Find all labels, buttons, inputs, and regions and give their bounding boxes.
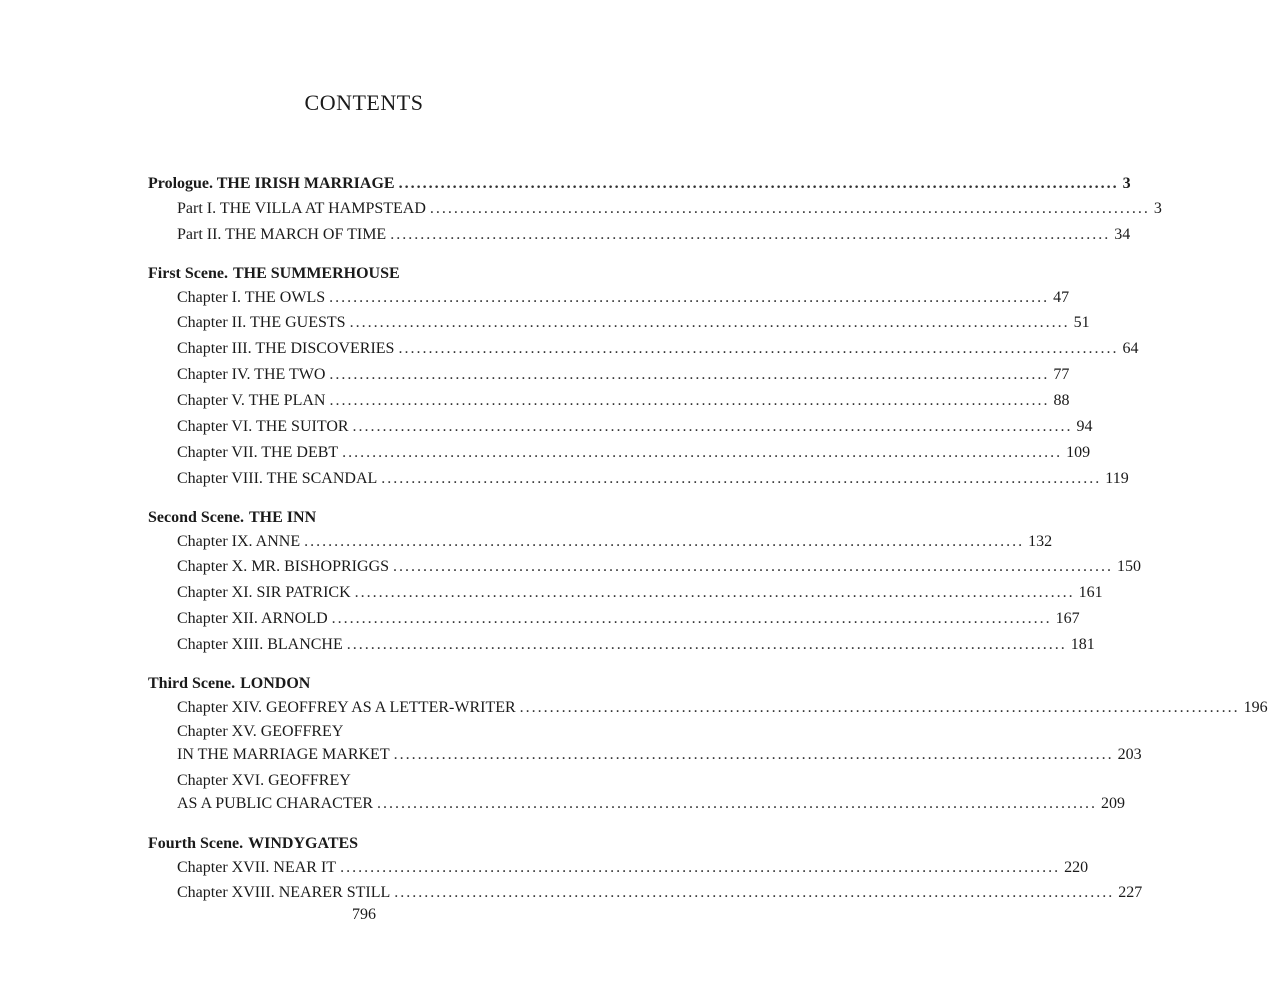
leader-dots: ........................................................................................................................ <box>393 746 1114 763</box>
toc-entry[interactable] <box>148 440 1091 466</box>
toc-entry[interactable] <box>148 696 1268 720</box>
leader-dots: ........................................................................................................................ <box>381 470 1102 487</box>
section-title: WINDYGATES <box>248 835 359 852</box>
toc-entry[interactable] <box>148 530 1053 554</box>
toc-entry[interactable] <box>148 196 1162 222</box>
toc-entry[interactable] <box>148 388 1070 414</box>
entry-label: Chapter XVII. NEAR IT <box>177 859 337 876</box>
toc-entry[interactable] <box>148 880 1143 906</box>
leader-dots: ........................................................................................................................ <box>340 859 1061 876</box>
entry-label: Chapter II. THE GUESTS <box>177 314 346 331</box>
section-title: THE INN <box>249 509 317 526</box>
toc-entry[interactable] <box>148 769 1126 818</box>
page-number-footer: 796 <box>352 906 376 923</box>
page-number: 94 <box>1076 418 1093 435</box>
entry-label: Chapter VII. THE DEBT <box>177 444 339 461</box>
page-number: 47 <box>1053 289 1070 306</box>
entry-label: Part II. THE MARCH OF TIME <box>177 226 387 243</box>
section-fourth-scene <box>148 832 1143 906</box>
section-title: LONDON <box>240 675 311 692</box>
section-lead: First Scene. <box>148 265 228 282</box>
toc-entry[interactable] <box>148 632 1095 658</box>
leader-dots: ........................................................................................................................ <box>519 699 1240 716</box>
entry-label: Chapter X. MR. BISHOPRIGGS <box>177 558 390 575</box>
section-heading <box>148 832 595 856</box>
leader-dots: ........................................................................................................................ <box>346 636 1067 653</box>
leader-dots: ........................................................................................................................ <box>398 340 1119 357</box>
toc-entry[interactable] <box>148 720 1142 769</box>
page-number: 150 <box>1117 558 1142 575</box>
entry-label: Chapter VIII. THE SCANDAL <box>177 470 378 487</box>
section-second-scene <box>148 506 1142 658</box>
toc-entry[interactable] <box>148 606 1080 632</box>
leader-dots: ........................................................................................................................ <box>390 226 1111 243</box>
section-lead: Second Scene. <box>148 509 244 526</box>
entry-label: THE IRISH MARRIAGE <box>216 175 395 192</box>
leader-dots: ........................................................................................................................ <box>304 533 1025 550</box>
page-number: 132 <box>1028 533 1053 550</box>
section-heading <box>148 262 595 286</box>
entry-label: Chapter XIII. BLANCHE <box>177 636 343 653</box>
entry-label: Chapter I. THE OWLS <box>177 289 326 306</box>
section-lead: Third Scene. <box>148 675 236 692</box>
leader-dots: ........................................................................................................................ <box>329 392 1050 409</box>
entry-label: Chapter IX. ANNE <box>177 533 301 550</box>
section-title: THE SUMMERHOUSE <box>232 265 400 282</box>
leader-dots: ........................................................................................................................ <box>329 289 1050 306</box>
page-number: 88 <box>1053 392 1070 409</box>
page-number: 64 <box>1122 340 1139 357</box>
table-of-contents <box>148 172 1268 920</box>
page-number: 34 <box>1114 226 1131 243</box>
leader-dots: ........................................................................................................................ <box>394 884 1115 901</box>
entry-label-cont: AS A PUBLIC CHARACTER <box>177 795 374 812</box>
entry-label-cont: IN THE MARRIAGE MARKET <box>177 746 390 763</box>
entry-label: Prologue. <box>148 175 214 192</box>
entry-label: Chapter III. THE DISCOVERIES <box>177 340 395 357</box>
page-number: 181 <box>1070 636 1095 653</box>
entry-label: Chapter XVIII. NEARER STILL <box>177 884 391 901</box>
toc-entry[interactable] <box>148 554 1142 580</box>
page-number: 227 <box>1118 884 1143 901</box>
section-lead: Fourth Scene. <box>148 835 244 852</box>
toc-entry-prologue[interactable] <box>148 172 1131 196</box>
entry-label: Part I. THE VILLA AT HAMPSTEAD <box>177 200 426 217</box>
toc-entry[interactable] <box>148 580 1103 606</box>
toc-entry[interactable] <box>148 336 1139 362</box>
leader-dots: ........................................................................................................................ <box>349 314 1070 331</box>
entry-label: Chapter XVI. GEOFFREY <box>177 772 351 789</box>
page-number: 167 <box>1055 610 1080 627</box>
leader-dots: ........................................................................................................................ <box>354 584 1075 601</box>
page-title: CONTENTS <box>304 90 424 115</box>
leader-dots: ........................................................................................................................ <box>342 444 1063 461</box>
page-number: 220 <box>1064 859 1089 876</box>
leader-dots: ........................................................................................................................ <box>393 558 1114 575</box>
toc-entry[interactable] <box>148 856 1089 880</box>
toc-entry[interactable] <box>148 414 1093 440</box>
leader-dots: ........................................................................................................................ <box>352 418 1073 435</box>
toc-entry[interactable] <box>148 286 1070 310</box>
entry-label: Chapter IV. THE TWO <box>177 366 326 383</box>
section-heading <box>148 672 595 696</box>
page-number: 109 <box>1066 444 1091 461</box>
page-number: 119 <box>1105 470 1129 487</box>
page-number: 51 <box>1073 314 1090 331</box>
section-third-scene <box>148 672 1268 818</box>
toc-entry[interactable] <box>148 466 1129 492</box>
section-prologue <box>148 172 1162 248</box>
leader-dots: ........................................................................................................................ <box>398 175 1119 192</box>
page-number: 203 <box>1117 746 1142 763</box>
page-number: 3 <box>1122 175 1131 192</box>
toc-entry[interactable] <box>148 362 1070 388</box>
entry-label: Chapter VI. THE SUITOR <box>177 418 349 435</box>
entry-label: Chapter XIV. GEOFFREY AS A LETTER-WRITER <box>177 699 516 716</box>
entry-label: Chapter XII. ARNOLD <box>177 610 328 627</box>
leader-dots: ........................................................................................................................ <box>429 200 1150 217</box>
leader-dots: ........................................................................................................................ <box>329 366 1050 383</box>
leader-dots: ........................................................................................................................ <box>377 795 1098 812</box>
page-number: 161 <box>1078 584 1103 601</box>
entry-label: Chapter V. THE PLAN <box>177 392 326 409</box>
page-number: 3 <box>1153 200 1162 217</box>
page-number: 209 <box>1101 795 1126 812</box>
section-heading <box>148 506 595 530</box>
entry-label <box>148 172 395 196</box>
entry-label: Chapter XV. GEOFFREY <box>177 723 344 740</box>
toc-entry[interactable] <box>148 310 1090 336</box>
toc-entry[interactable] <box>148 222 1131 248</box>
leader-dots: ........................................................................................................................ <box>331 610 1052 627</box>
page-number: 196 <box>1243 699 1268 716</box>
entry-label: Chapter XI. SIR PATRICK <box>177 584 351 601</box>
page-number: 77 <box>1053 366 1070 383</box>
section-first-scene <box>148 262 1139 492</box>
